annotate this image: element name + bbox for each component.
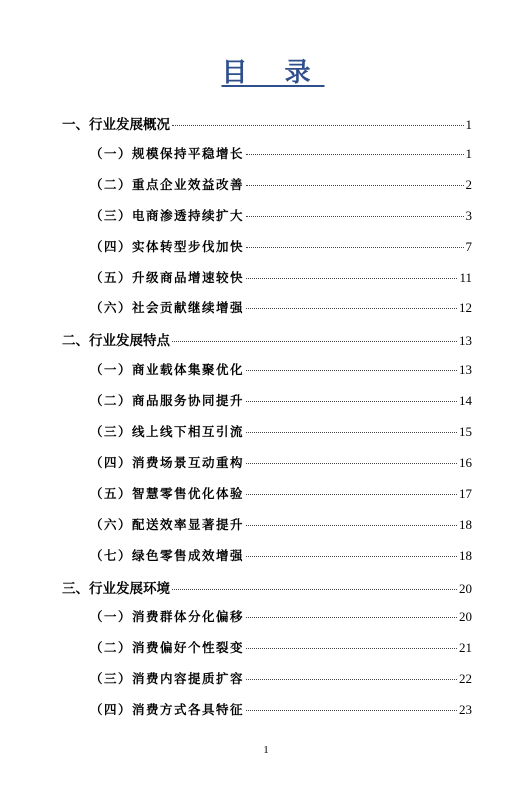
toc-entry-page: 1 [465,145,472,161]
toc-entry-title: 三、行业发展环境 [62,580,170,597]
dot-leader [246,432,457,433]
toc-chapter-entry[interactable] [62,113,472,133]
dot-leader [246,556,457,557]
toc-chapter-entry[interactable] [62,577,472,597]
toc-entry-page: 18 [459,516,472,532]
dot-leader [246,278,457,279]
toc-entry-page: 13 [459,333,472,349]
toc-section-entry[interactable] [90,206,472,224]
dot-leader [246,154,463,155]
toc-section-entry[interactable] [90,422,472,440]
toc-section-entry[interactable] [90,453,472,471]
toc-entry-page: 3 [465,207,472,223]
toc-entry-title: （二）商品服务协同提升 [90,393,245,409]
toc-section-entry[interactable] [90,298,472,316]
toc-section-entry[interactable] [90,546,472,564]
dot-leader [246,648,457,649]
toc-entry-page: 7 [465,238,472,254]
dot-leader [246,185,463,186]
toc-entry-page: 11 [459,269,472,285]
dot-leader [246,216,463,217]
dot-leader [246,710,457,711]
toc-entry-title: （一）消费群体分化偏移 [90,609,245,625]
toc-section-entry[interactable] [90,669,472,687]
toc-entry-title: （一）商业载体集聚优化 [90,362,245,378]
toc-section-entry[interactable] [90,607,472,625]
toc-entry-title: （二）消费偏好个性裂变 [90,640,245,656]
dot-leader [246,247,463,248]
toc-entry-title: （三）消费内容提质扩容 [90,671,245,687]
toc-entry-page: 13 [459,362,472,378]
toc-entry-page: 16 [459,454,472,470]
toc-entry-page: 2 [465,176,472,192]
toc-entry-title: 二、行业发展特点 [62,333,170,350]
dot-leader [246,401,457,402]
toc-entry-title: （五）智慧零售优化体验 [90,485,245,501]
toc-entry-page: 14 [459,393,472,409]
toc-section-entry[interactable] [90,175,472,193]
toc-entry-title: （一）规模保持平稳增长 [90,145,245,161]
dot-leader [172,341,457,342]
toc-entry-page: 20 [459,609,472,625]
toc-entry-title: （二）重点企业效益改善 [90,176,245,192]
toc-entry-title: （六）配送效率显著提升 [90,516,245,532]
toc-entry-page: 18 [459,547,472,563]
toc-section-entry[interactable] [90,237,472,255]
toc-section-entry[interactable] [90,391,472,409]
toc-entry-title: （三）电商渗透持续扩大 [90,207,245,223]
toc-title: 目 录 [221,58,325,88]
toc-chapter-entry[interactable] [62,329,472,349]
toc-entry-page: 17 [459,485,472,501]
toc-entry-title: （四）消费场景互动重构 [90,454,245,470]
dot-leader [172,589,457,590]
dot-leader [246,463,457,464]
toc-entry-title: 一、行业发展概况 [62,117,170,133]
toc-entry-page: 22 [459,671,472,687]
dot-leader [246,679,457,680]
toc-entry-page: 23 [459,702,472,718]
toc-entry-title: （六）社会贡献继续增强 [90,300,245,316]
dot-leader [172,125,464,126]
toc-entry-page: 15 [459,424,472,439]
toc-entry-title: （四）消费方式各具特征 [90,702,245,718]
dot-leader [246,370,457,371]
toc-section-entry[interactable] [90,515,472,533]
toc-entry-title: （五）升级商品增速较快 [90,269,245,285]
dot-leader [246,617,457,618]
toc-section-entry[interactable] [90,638,472,656]
toc-entry-title: （七）绿色零售成效增强 [90,547,245,563]
toc-entry-page: 1 [465,117,472,132]
dot-leader [246,308,457,309]
page-number: 1 [263,744,269,756]
toc-section-entry[interactable] [90,268,472,286]
toc-entry-page: 21 [459,640,472,656]
toc-section-entry[interactable] [90,484,472,502]
toc-section-entry[interactable] [90,700,472,718]
toc-section-entry[interactable] [90,360,472,378]
toc-section-entry[interactable] [90,144,472,162]
toc-entry-page: 12 [459,300,472,316]
toc-entry-page: 20 [459,580,472,596]
toc-entry-title: （四）实体转型步伐加快 [90,238,245,254]
toc-entry-title: （三）线上线下相互引流 [90,424,245,439]
dot-leader [246,494,457,495]
dot-leader [246,525,457,526]
